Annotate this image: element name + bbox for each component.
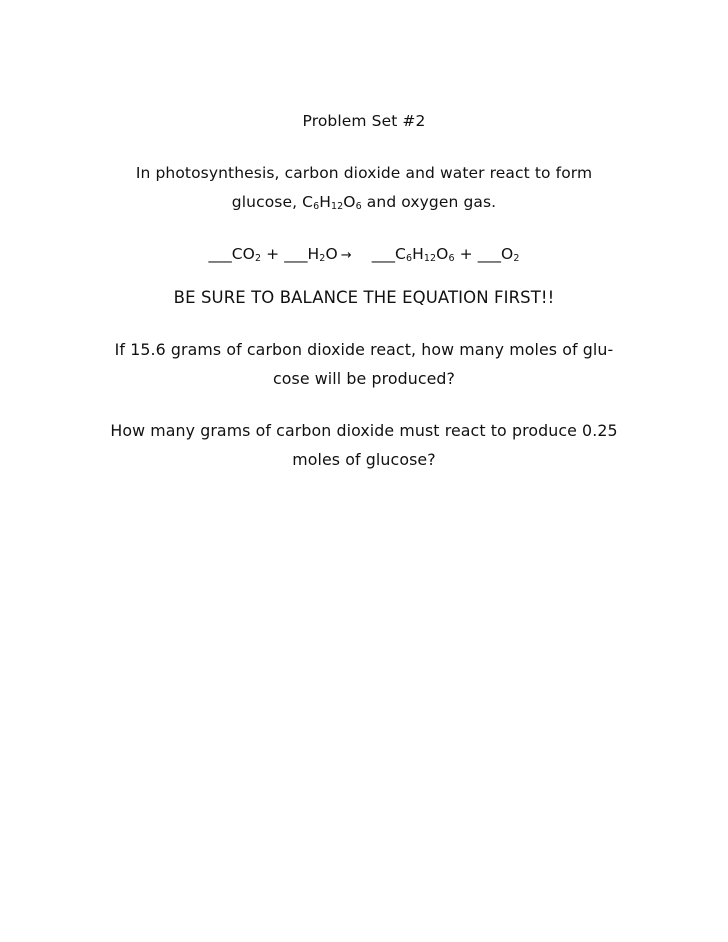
problem-set-title: Problem Set #2 [302,112,426,130]
intro-prefix: glucose, [231,193,303,211]
intro-text-line-1: In photosynthesis, carbon dioxide and water react to form [135,164,593,182]
o2-term: $\_\_\_O_2$ [477,245,520,264]
balance-instruction: BE SURE TO BALANCE THE EQUATION FIRST!! [173,288,555,307]
intro-text-line-2 [0,192,728,212]
coefficient-blank-co2: ___ [208,245,232,263]
coefficient-blank-glucose: ___ [371,245,396,263]
glucose-term: $\_\_\_C_6H_{12}O_6$ [371,245,455,264]
coefficient-blank-h2o: ___ [284,245,308,263]
question-1-line-1: If 15.6 grams of carbon dioxide react, how many moles of glu- [114,340,614,359]
chemical-equation [0,244,728,266]
glucose-formula: $C_6H_{12}O_6$ [302,193,362,212]
question-1-line-2: cose will be produced? [272,369,456,388]
h2o-term: $\_\_\_H_2O$ [284,245,338,264]
reaction-arrow-icon: → [340,248,352,263]
question-2-line-1: How many grams of carbon dioxide must react to produce 0.25 [110,421,618,440]
plus-sign: + [261,245,285,263]
co2-term: $\_\_\_CO_2$ [208,245,262,264]
plus-sign: + [454,245,478,263]
coefficient-blank-o2: ___ [477,245,502,263]
question-2-line-2: moles of glucose? [292,450,436,469]
intro-suffix: and oxygen gas. [361,193,497,211]
